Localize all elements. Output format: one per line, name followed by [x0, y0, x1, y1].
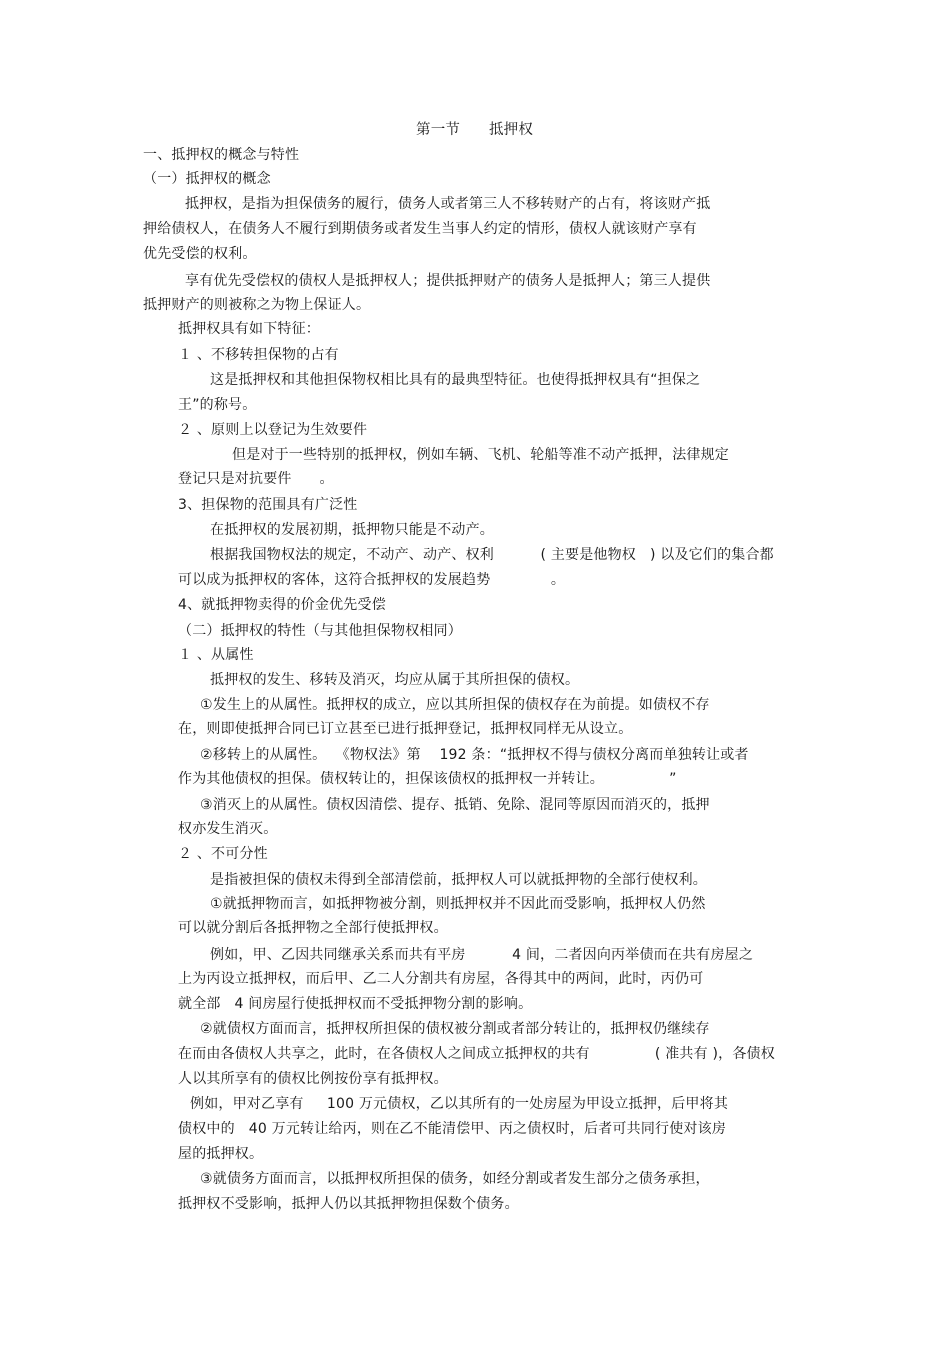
- paragraph-line: 在而由各债权人共享之，此时，在各债权人之间成立抵押权的共有 ( 准共有 )，各债权: [178, 1046, 775, 1062]
- paragraph-line: 抵押权不受影响，抵押人仍以其抵押物担保数个债务。: [178, 1196, 519, 1212]
- feature-heading: ２ 、原则上以登记为生效要件: [178, 422, 368, 438]
- paragraph-line: 就全部 4 间房屋行使抵押权而不受抵押物分割的影响。: [178, 996, 533, 1012]
- paragraph-line: 可以就分割后各抵押物之全部行使抵押权。: [178, 920, 448, 936]
- paragraph-line: ①发生上的从属性。抵押权的成立，应以其所担保的债权存在为前提。如债权不存: [200, 697, 710, 713]
- section-heading: 一、抵押权的概念与特性: [143, 147, 300, 163]
- paragraph-line: 根据我国物权法的规定，不动产、动产、权利 ( 主要是他物权 ) 以及它们的集合都: [210, 547, 774, 563]
- feature-heading: １ 、从属性: [178, 647, 254, 663]
- paragraph-line: 抵押权的发生、移转及消灭，均应从属于其所担保的债权。: [210, 672, 580, 688]
- paragraph-line: ②就债权方面而言，抵押权所担保的债权被分割或者部分转让的，抵押权仍继续存: [200, 1021, 710, 1037]
- paragraph-line: 屋的抵押权。: [178, 1146, 264, 1162]
- paragraph-line: 抵押权，是指为担保债务的履行，债务人或者第三人不移转财产的占有，将该财产抵: [185, 196, 711, 212]
- paragraph-line: 在抵押权的发展初期，抵押物只能是不动产。: [210, 522, 494, 538]
- paragraph-line: 但是对于一些特别的抵押权，例如车辆、飞机、轮船等准不动产抵押，法律规定: [232, 447, 729, 463]
- page-title: 第一节 抵押权: [416, 122, 534, 138]
- paragraph-line: 作为其他债权的担保。债权转让的，担保该债权的抵押权一并转让。 ”: [178, 771, 677, 787]
- feature-heading: １ 、不移转担保物的占有: [178, 347, 339, 363]
- feature-heading: ２ 、不可分性: [178, 846, 268, 862]
- paragraph-line: 例如，甲对乙享有 100 万元债权，乙以其所有的一处房屋为甲设立抵押，后甲将其: [190, 1096, 729, 1112]
- paragraph-line: 可以成为抵押权的客体，这符合抵押权的发展趋势 。: [178, 572, 566, 588]
- paragraph-line: ①就抵押物而言，如抵押物被分割，则抵押权并不因此而受影响，抵押权人仍然: [210, 896, 706, 912]
- feature-heading: 3、担保物的范围具有广泛性: [178, 497, 358, 513]
- paragraph-line: 押给债权人，在债务人不履行到期债务或者发生当事人约定的情形，债权人就该财产享有: [143, 221, 697, 237]
- paragraph-line: 上为丙设立抵押权，而后甲、乙二人分割共有房屋，各得其中的两间，此时，丙仍可: [178, 971, 704, 987]
- paragraph-line: 是指被担保的债权未得到全部清偿前，抵押权人可以就抵押物的全部行使权利。: [210, 872, 707, 888]
- paragraph-line: 优先受偿的权利。: [143, 246, 257, 262]
- paragraph-line: 这是抵押权和其他担保物权相比具有的最典型特征。也使得抵押权具有“担保之: [210, 372, 701, 388]
- paragraph-line: 享有优先受偿权的债权人是抵押权人；提供抵押财产的债务人是抵押人；第三人提供: [185, 273, 711, 289]
- subsection-heading: （二）抵押权的特性（与其他担保物权相同）: [178, 623, 462, 639]
- paragraph-line: 登记只是对抗要件 。: [178, 471, 334, 487]
- paragraph-line: 权亦发生消灭。: [178, 821, 278, 837]
- paragraph-line: 抵押权具有如下特征：: [178, 321, 320, 337]
- paragraph-line: 在，则即使抵押合同已订立甚至已进行抵押登记，抵押权同样无从设立。: [178, 721, 633, 737]
- paragraph-line: 王”的称号。: [178, 397, 257, 413]
- paragraph-line: ③就债务方面而言，以抵押权所担保的债务，如经分割或者发生部分之债务承担，: [200, 1171, 710, 1187]
- paragraph-line: 抵押财产的则被称之为物上保证人。: [143, 297, 371, 313]
- subsection-heading: （一）抵押权的概念: [143, 171, 271, 187]
- paragraph-line: 债权中的 40 万元转让给丙，则在乙不能清偿甲、丙之债权时，后者可共同行使对该房: [178, 1121, 727, 1137]
- paragraph-line: 例如，甲、乙因共同继承关系而共有平房 4 间，二者因向丙举债而在共有房屋之: [210, 947, 754, 963]
- feature-heading: 4、就抵押物卖得的价金优先受偿: [178, 597, 386, 613]
- paragraph-line: ③消灭上的从属性。债权因清偿、提存、抵销、免除、混同等原因而消灭的，抵押: [200, 797, 710, 813]
- paragraph-line: ②移转上的从属性。 《物权法》第 192 条：“抵押权不得与债权分离而单独转让或者: [200, 747, 749, 763]
- paragraph-line: 人以其所享有的债权比例按份享有抵押权。: [178, 1071, 448, 1087]
